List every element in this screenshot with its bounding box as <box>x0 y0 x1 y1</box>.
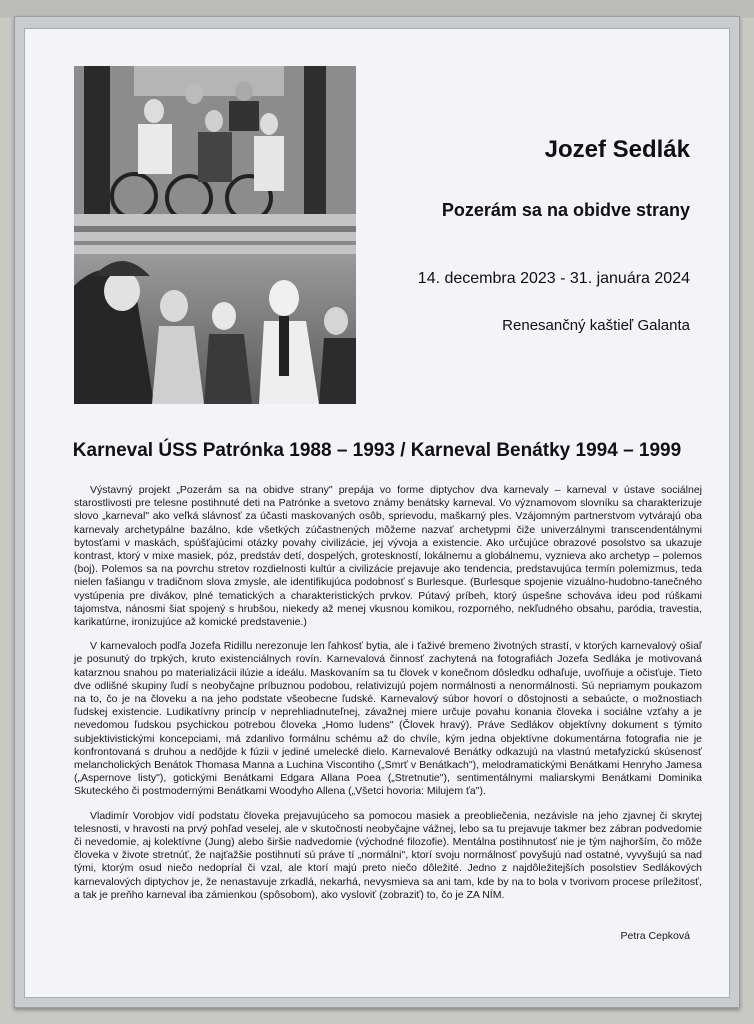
paragraph: V karnevaloch podľa Jozefa Ridillu nerezonuje len ľahkosť bytia, ale i ťaživé bremeno životných strastí, v ktorých karnevalový ošiaľ je posunutý do trpkých, kruto existenciálnych rovín. Karnevalová činnosť zachytená na fotografiách Jozefa Sedláka je motivovaná katarznou snahou po materializácii ilúzie a ideálu. Maskovaním sa tu človek v konečnom dôsledku odhaľuje, uvoľňuje a očisťuje. Tieto dve odlišné skupiny ľudí s neobyčajne príbuznou podobou, relativizujú pojem normálnosti a nenormálnosti. Sú nepriamym poukazom na to, čo je na človeku a na jeho podstate všeobecne ľudské. Karnevalový súbor hovorí o dôstojnosti a sebaúcte, o možnostiach ľudskej existencie. Ludikatívny princíp v neprehliadnuteľnej, závažnej miere určuje povahu konania človeka i sociálne vzťahy a je nevedomou ľudskou psychickou potrebou človeka „Homo ludens" (Človek hravý). Práve Sedlákov objektívny dokument s týmito subjektivistickými koncepciami, má zdanlivo formálnu schému až do chvíle, kým jedna objektívne dokumentárna fotografia nie je konfrontovaná s druhou a nedôjde k fúzii v jediné umelecké dielo. Karnevalové Benátky odkazujú na vlastnú metafyzickú skúsenosť melancholických Benátok Thomasa Manna a Luchina Viscontiho („Smrť v Benátkach"), melodramatickými Benátkami Henryho Jamesa („Aspernove listy"), gotickými Benátkami Edgara Allana Poea („Stretnutie"), sentimentálnymi maliarskymi Benátkami Dominika Skuteckého či postmodernými Benátkami Woodyho Allena („Všetci hovoria: Milujem ťa"). <box>74 640 702 798</box>
section-heading: Karneval ÚSS Patrónka 1988 – 1993 / Karneval Benátky 1994 – 1999 <box>72 440 682 461</box>
paragraph: Vladimír Vorobjov vidí podstatu človeka prejavujúceho sa pomocou masiek a preobliečenia, nezávisle na jeho zjavnej či skrytej telesnosti, v hravosti na prvý pohľad veselej, ale v skutočnosti neobyčajne vážnej, lebo sa tu prejavuje takmer bez zábran podvedomie či nevedomie, aj kolektívne (Jung) alebo širšie nadvedomie (východné filozofie). Mentálna postihnutosť nie je tým najhorším, čo môže človeka v živote stretnúť, že najťažšie postihnutí sú práve tí „normálni", ktorí svoju normálnosť povyšujú nad ostatné, vyvyšujú sa nad tými, ktorým osud niečo nedopríal či vzal, ale ktorí majú preto niečo dôležité. Jedno z najdôležitejších posolstiev Sedlákových karnevalových diptychov je, že nenastavuje zrkadlá, nekarhá, nevysmieva sa ani tam, kde by na to bola v tvorivom procese príležitosť, a tak je preňho karneval iba zámienkou (spôsobom), ako vysloviť (zobraziť) to, čo je ZA NÍM. <box>74 809 702 901</box>
carnival-photograph <box>74 66 356 404</box>
author-signature: Petra Cepková <box>620 930 690 942</box>
paragraph: Výstavný projekt „Pozerám sa na obidve strany" prepája vo forme diptychov dva karnevaly – karneval v ústave sociálnej starostlivosti pre telesne postihnuté deti na Patrónke a svetovo známy benátsky karneval. Vo významovom slovníku sa charakterizuje slovo „karneval" ako veľká slávnosť za účasti maskovaných osôb, sprievodu, maškarný ples. Vzájomným partnerstvom vytvárajú oba karnevaly archetypálne bazálno, kde všetkých zúčastnených môžeme nazvať archetypmi čiže univerzálnymi transcendentálnymi bytosťami v maskách, spúšťajúcimi otázky povahy civilizácie, jej vývoja a existencie. Ako určujúce obrazové posolstvo sa ukazuje kontrast, ktorý v mixe masiek, póz, predstáv detí, dospelých, groteskností, lokálnemu a globálnemu, vyznieva ako archetyp – polemos (boj). Polemos sa na povrchu stretov rozdielnosti kultúr a civilizácie prejavuje ako tendencia, predstavujúca termín polemizmus, teda nielen fašiangu v tradičnom slova zmysle, ale identifikujúca podobnosť s Burlesque. (Burlesque spojenie vizuálno-hudobno-tanečného vystúpenia pre divákov, plné tematických a charakteristických prvkov. Pútavý príbeh, ktorý úspešne schováva ideu pod rúškami tajomstva, nánosmi šiat spojený s hrubšou, niekedy až menej vkusnou komikou, rozporného, nekľudného obsahu, paródia, travestia, karikatúrne, ironizujúce až komické predstavenie.) <box>74 484 702 629</box>
exhibition-title: Jozef Sedlák <box>544 136 690 163</box>
carnival-photo-image <box>74 66 356 404</box>
exhibition-venue: Renesančný kaštieľ Galanta <box>502 317 690 334</box>
body-text <box>74 484 702 913</box>
exhibition-dates: 14. decembra 2023 - 31. januára 2024 <box>417 270 690 287</box>
exhibition-subtitle: Pozerám sa na obidve strany <box>441 200 690 220</box>
